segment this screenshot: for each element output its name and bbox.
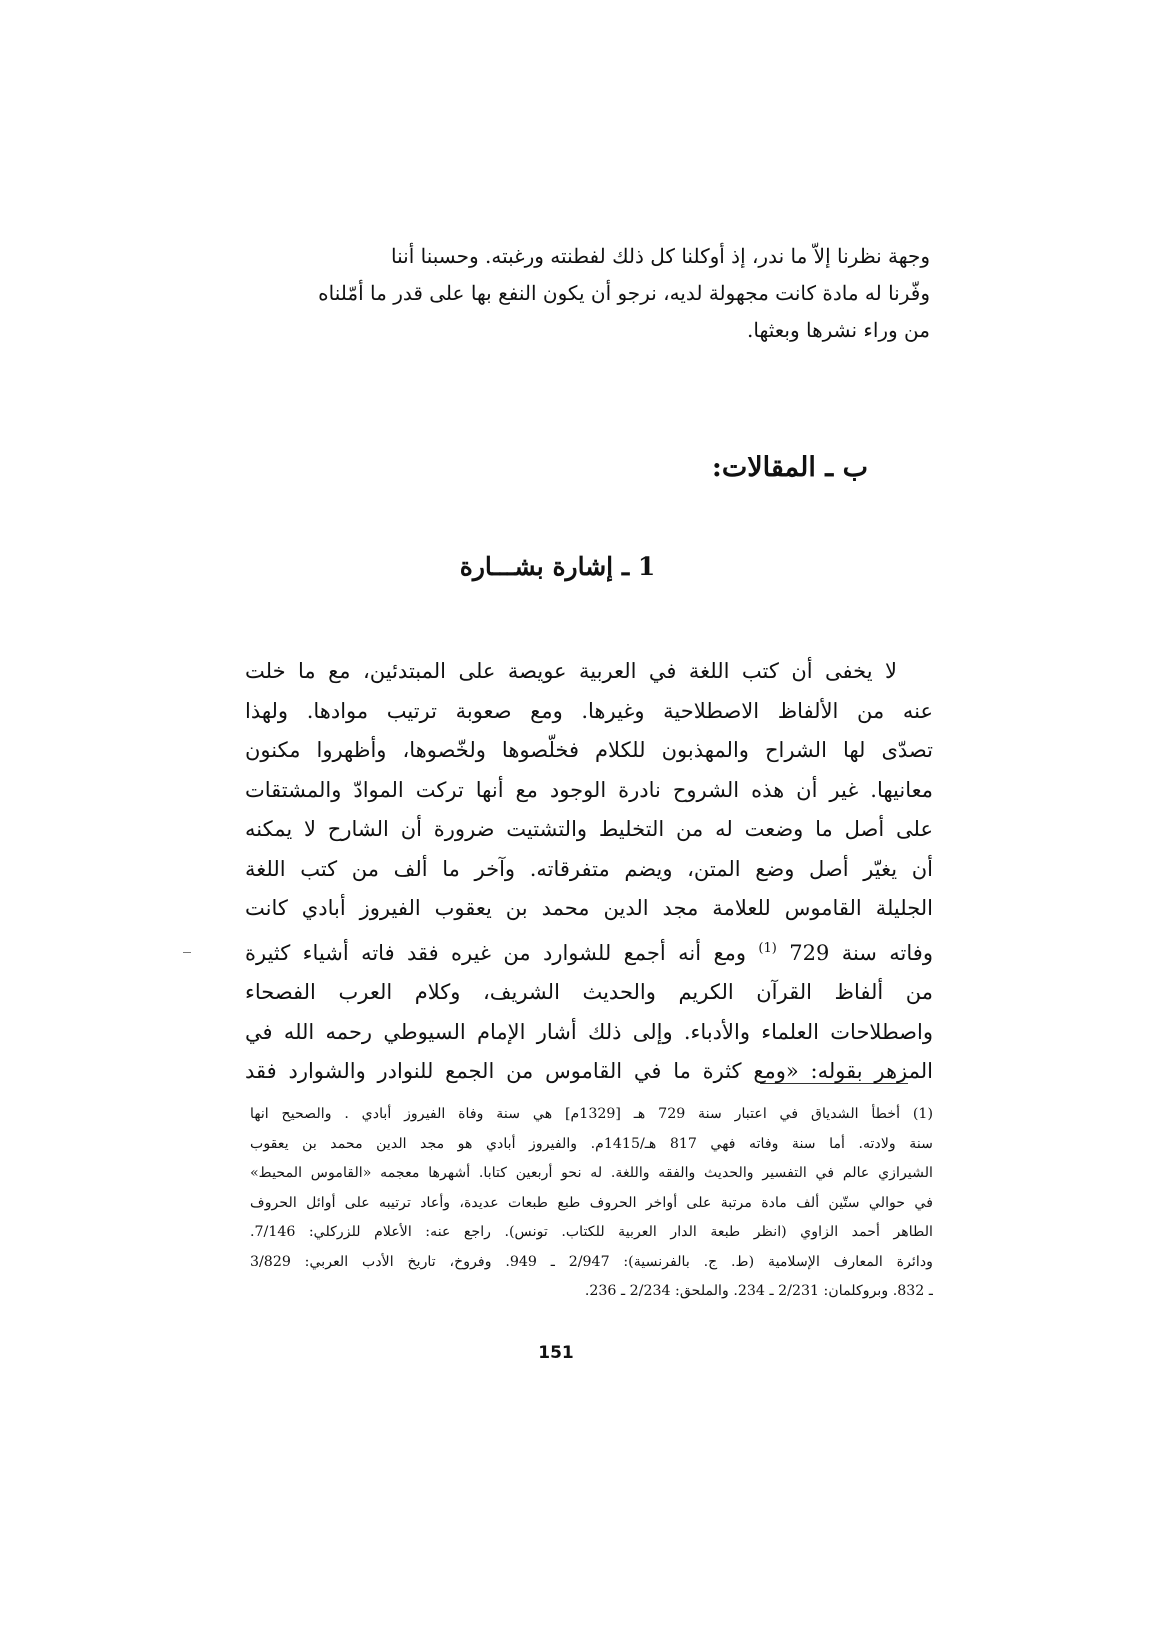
section-heading: ب ـ المقالات: [711,452,868,483]
page-number: 151 [538,1343,574,1363]
article-body [245,652,933,1092]
body-line: من ألفاظ القرآن الكريم والحديث الشريف، وكلام العرب الفصحاء [245,980,933,1004]
intro-paragraph [245,238,930,349]
body-text-fragment: وفاته سنة 729 [789,940,933,965]
footnote-line: (1) أخطأ الشدياق في اعتبار سنة 729 هـ [1329م] هي سنة وفاة الفيروز أبادي . والصحيح انها [250,1106,933,1122]
body-line: الجليلة القاموس للعلامة مجد الدين محمد بن يعقوب الفيروز أبادي كانت [245,896,933,920]
body-text-fragment: ومع أنه أجمع للشوارد من غيره فقد فاته أشياء كثيرة [245,940,747,965]
footnotes [250,1100,933,1307]
margin-mark [183,952,191,953]
intro-line: من وراء نشرها وبعثها. [747,318,930,342]
footnote-reference[interactable]: (1) [758,940,777,956]
footnote-line: ودائرة المعارف الإسلامية (ط. ج. بالفرنسية): 2/947 ـ 949. وفروخ، تاريخ الأدب العربي: 3/829 [250,1253,933,1270]
footnote-line: سنة ولادته. أما سنة وفاته فهي 817 هـ/1415م. والفيروز أبادي هو مجد الدين محمد بن يعقوب [250,1135,933,1152]
body-line: على أصل ما وضعت له من التخليط والتشتيت ضرورة أن الشارح لا يمكنه [245,817,933,841]
intro-line: وفّرنا له مادة كانت مجهولة لديه، نرجو أن يكون النفع بها على قدر ما أمّلناه [318,281,930,305]
body-line: معانيها. غير أن هذه الشروح نادرة الوجود مع أنها تركت الموادّ والمشتقات [245,777,933,802]
body-line: عنه من الألفاظ الاصطلاحية وغيرها. ومع صعوبة ترتيب موادها. ولهذا [245,698,933,723]
footnote-line: الطاهر أحمد الزاوي (انظر طبعة الدار العربية للكتاب. تونس). راجع عنه: الأعلام للزركلي: 7/146. [250,1224,933,1240]
intro-line: وجهة نظرنا إلاّ ما ندر، إذ أوكلنا كل ذلك لفطنته ورغبته. وحسبنا أننا [391,244,930,268]
footnote-line: ـ 832. وبروكلمان: 2/231 ـ 234. والملحق: 2/234 ـ 236. [584,1283,933,1299]
body-line: واصطلاحات العلماء والأدباء. وإلى ذلك أشار الإمام السيوطي رحمه الله في [245,1019,933,1044]
footnote-line: في حوالي ستّين ألف مادة مرتبة على أواخر الحروف طبع طبعات عديدة، وأعاد ترتيبه على أوائل الحروف [250,1194,933,1211]
body-line: أن يغيّر أصل وضع المتن، ويضم متفرقاته. وآخر ما ألف من كتب اللغة [245,856,933,881]
footnote-line: الشيرازي عالم في التفسير والحديث والفقه واللغة. له نحو أربعين كتابا. أشهرها معجمه «القاموس المحيط» [250,1165,933,1181]
article-title: 1 ـ إشارة بشـــارة [459,552,656,581]
footnote-separator [760,1083,908,1084]
body-line: لا يخفى أن كتب اللغة في العربية عويصة على المبتدئين، مع ما خلت [245,659,897,683]
body-line: المزهر بقوله: «ومع كثرة ما في القاموس من الجمع للنوادر والشوارد فقد [245,1059,933,1083]
body-line-with-footnote [245,929,933,974]
body-line: تصدّى لها الشراح والمهذبون للكلام فخلّصوها ولخّصوها، وأظهروا مكنون [245,738,933,762]
